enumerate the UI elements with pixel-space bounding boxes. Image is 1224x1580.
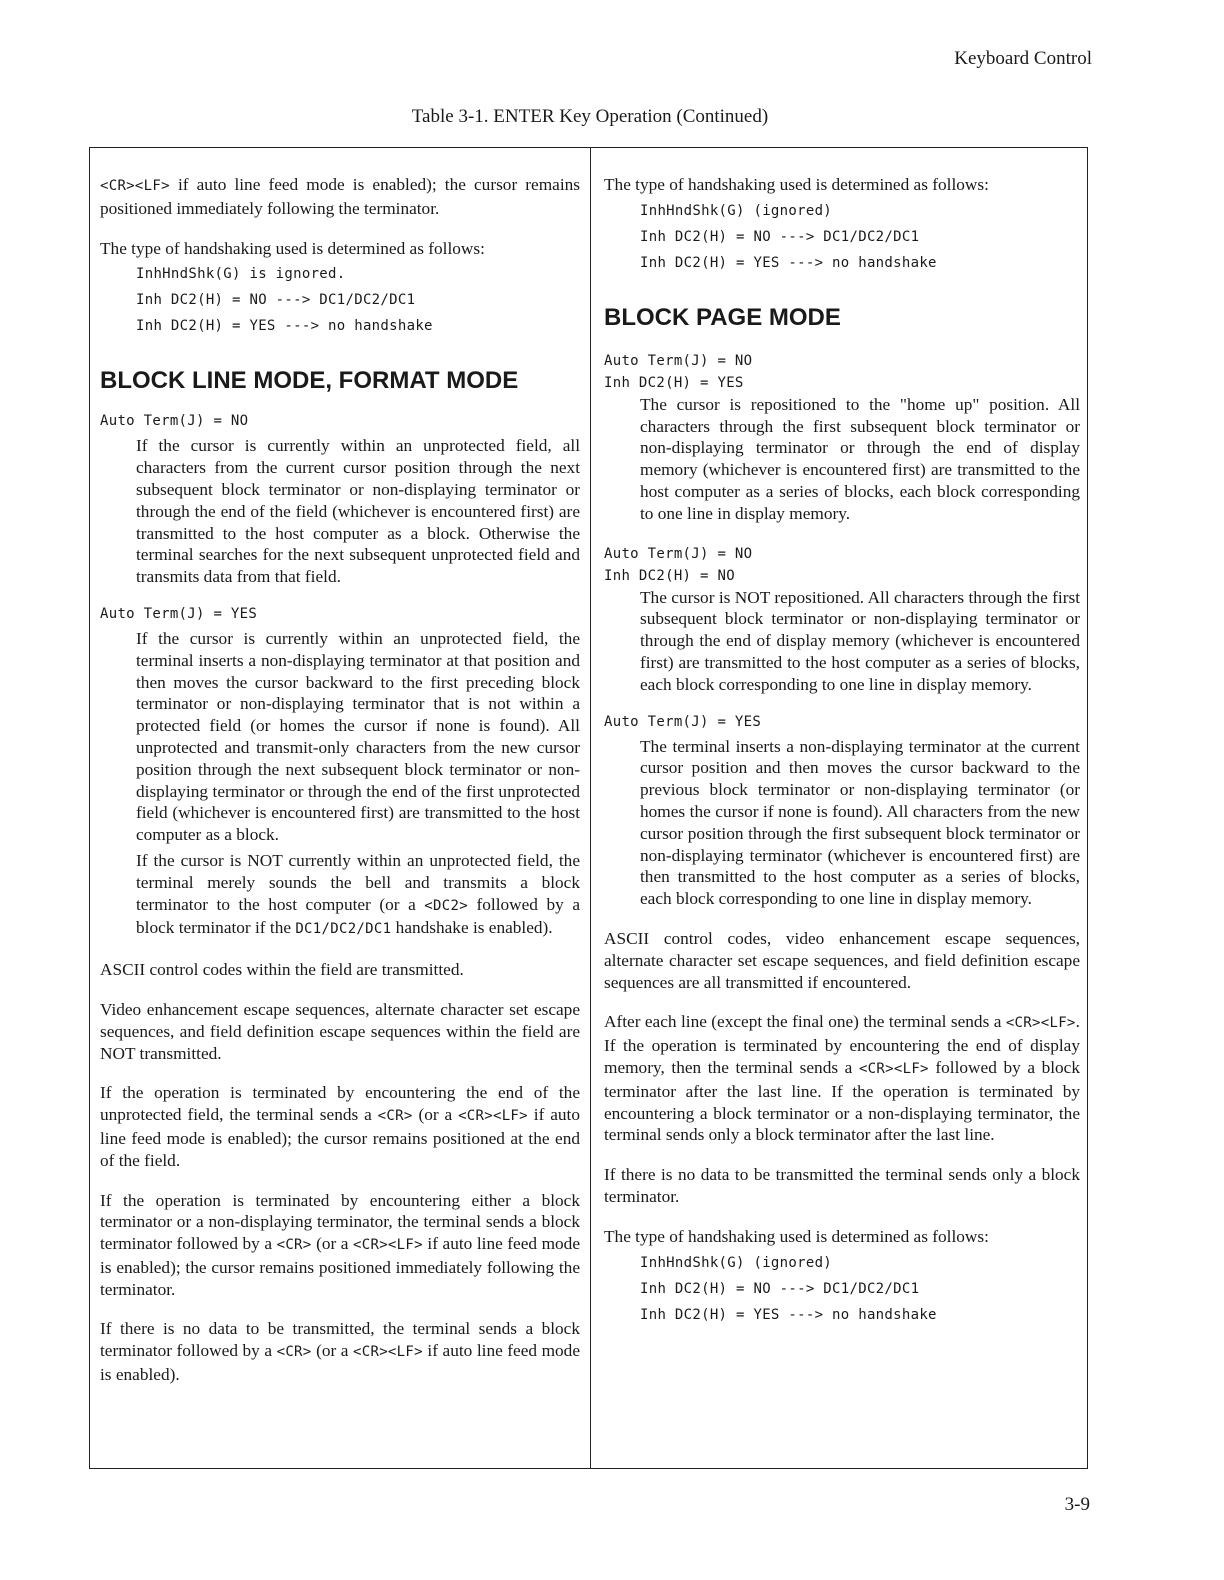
paragraph: Video enhancement escape sequences, alternate character set escape sequences, and field definition escape sequences within the field are NOT transmitted. — [100, 999, 580, 1063]
section-heading: BLOCK LINE MODE, FORMAT MODE — [100, 367, 519, 395]
code-line: Inh DC2(H) = NO ---> DC1/DC2/DC1 — [640, 228, 920, 245]
text-span: After each line (except the final one) the terminal sends a — [604, 1012, 1006, 1032]
code-line: Inh DC2(H) = YES ---> no handshake — [136, 318, 433, 335]
right-column — [604, 174, 1080, 1342]
code-line: InhHndShk(G) (ignored) — [640, 1254, 833, 1271]
text-span: followed by a block terminator after the last line. If the operation is terminated by encountering a block terminator or a non-displaying terminator, the terminal sends only a block terminator after the last line. — [604, 1057, 1080, 1145]
text-span: if auto line feed mode is enabled); the cursor remains positioned immediately following the terminator. — [100, 175, 580, 218]
code-token: <CR><LF> — [458, 1108, 528, 1125]
mode-description: The terminal inserts a non-displaying terminator at the current cursor position and then moves the cursor backward to the previous block terminator or non-displaying terminator (or homes the cursor if none is found). All characters from the new cursor position through the first subsequent block terminator or non-displaying terminator (whichever is encountered first) are then transmitted to the host computer as a series of blocks, each block corresponding to one line in display memory. — [640, 736, 1080, 909]
code-token: <CR><LF> — [353, 1344, 423, 1361]
left-column — [100, 174, 580, 1404]
column-divider — [590, 147, 591, 1469]
mode-label: Auto Term(J) = NO — [100, 413, 249, 430]
mode-label: Auto Term(J) = NO — [604, 545, 753, 562]
handshake-intro: The type of handshaking used is determined as follows: — [604, 175, 989, 194]
text-span: If the operation is terminated by encountering the end of the unprotected field, the terminal sends a — [100, 1083, 580, 1125]
code-token: <CR><LF> — [353, 1237, 423, 1254]
text-span: if auto line feed mode is enabled). — [100, 1341, 580, 1385]
handshake-intro: The type of handshaking used is determined as follows: — [100, 238, 485, 258]
paragraph: If there is no data to be transmitted the terminal sends only a block terminator. — [604, 1165, 1080, 1206]
code-token: <CR><LF> — [1005, 1015, 1076, 1032]
code-token: <CR> — [377, 1108, 413, 1125]
paragraph — [100, 1190, 580, 1301]
table-title: Table 3-1. ENTER Key Operation (Continued) — [411, 106, 769, 127]
handshake-code-block — [604, 1250, 1080, 1328]
mode-description — [136, 850, 580, 941]
mode-label: Auto Term(J) = YES — [604, 713, 762, 730]
section-heading: BLOCK PAGE MODE — [604, 303, 841, 331]
mode-label: Inh DC2(H) = YES — [604, 374, 744, 391]
paragraph: ASCII control codes, video enhancement escape sequences, alternate character set escape sequences, and field definition escape sequences are all transmitted if encountered. — [604, 928, 1080, 992]
running-header: Keyboard Control — [954, 48, 1092, 69]
handshake-code-block — [100, 261, 580, 339]
text-span: if auto line feed mode is enabled); the cursor remains positioned at the end of the field. — [100, 1105, 580, 1170]
code-token: <CR> — [276, 1344, 312, 1361]
intro-paragraph — [100, 174, 580, 220]
mode-label: Inh DC2(H) = NO — [604, 567, 735, 584]
paragraph — [100, 1082, 580, 1171]
code-line: Inh DC2(H) = NO ---> DC1/DC2/DC1 — [136, 292, 416, 309]
mode-description: The cursor is NOT repositioned. All characters through the first subsequent block terminator or non-displaying terminator or through the end of display memory (whichever is encountered first) are transmitted to the host computer as a series of blocks, each block corresponding to one line in display memory. — [640, 587, 1080, 694]
text-span: if auto line feed mode is enabled); the cursor remains positioned immediately following the terminator. — [100, 1234, 580, 1299]
code-line: Inh DC2(H) = NO ---> DC1/DC2/DC1 — [640, 1280, 920, 1297]
handshake-code-block — [604, 198, 1080, 276]
handshake-intro: The type of handshaking used is determined as follows: — [604, 1226, 989, 1246]
paragraph — [604, 1011, 1080, 1146]
text-span: (or a — [412, 1105, 459, 1125]
text-span: followed by a block terminator if the — [136, 894, 580, 938]
page-number: 3-9 — [1064, 1494, 1090, 1515]
mode-description: The cursor is repositioned to the "home up" position. All characters through the first subsequent block terminator or non-displaying terminator or through the end of display memory (whichever is encountered first) are transmitted to the host computer as a series of blocks, each block corresponding to one line in display memory. — [640, 394, 1080, 523]
code-line: InhHndShk(G) is ignored. — [136, 266, 346, 283]
paragraph: ASCII control codes within the field are transmitted. — [100, 960, 464, 980]
text-span: (or a — [311, 1341, 354, 1361]
code-token: <CR><LF> — [100, 178, 170, 194]
text-span: (or a — [311, 1234, 354, 1254]
paragraph — [100, 1318, 580, 1385]
code-token: <CR><LF> — [858, 1060, 929, 1077]
mode-label: Auto Term(J) = NO — [604, 352, 753, 369]
code-token: <CR> — [276, 1237, 312, 1254]
mode-label: Auto Term(J) = YES — [100, 605, 258, 622]
code-line: Inh DC2(H) = YES ---> no handshake — [640, 1306, 937, 1323]
text-span: handshake is enabled). — [391, 918, 553, 938]
text-span: If there is no data to be transmitted, the terminal sends a block terminator followed by a — [100, 1319, 580, 1361]
code-line: Inh DC2(H) = YES ---> no handshake — [640, 254, 937, 271]
text-span: If the operation is terminated by encountering either a block terminator or a non-displaying terminator, the terminal sends a block terminator followed by a — [100, 1190, 580, 1254]
code-line: InhHndShk(G) (ignored) — [640, 202, 833, 219]
mode-description: If the cursor is currently within an unprotected field, the terminal inserts a non-displaying terminator at that position and then moves the cursor backward to the first preceding block terminator or non-displaying terminator that is not within a protected field (or homes the cursor if none is found). All unprotected and transmit-only characters from the new cursor position through the next subsequent block terminator or non-displaying terminator or through the end of the first unprotected field (whichever is encountered first) are transmitted to the host computer as a block. — [136, 628, 580, 845]
text-span: . If the operation is terminated by encountering the end of display memory, then the terminal sends a — [604, 1012, 1080, 1077]
text-span: If the cursor is NOT currently within an unprotected field, the terminal merely sounds the bell and transmits a block terminator to the host computer (or a — [136, 850, 580, 914]
code-token: DC1/DC2/DC1 — [295, 921, 392, 938]
code-token: <DC2> — [424, 897, 468, 914]
mode-description: If the cursor is currently within an unprotected field, all characters from the current cursor position through the next subsequent block terminator or non-displaying terminator or through the end of the field (whichever is encountered first) are transmitted to the host computer as a block. Otherwise the terminal searches for the next subsequent unprotected field and transmits data from that field. — [136, 436, 580, 587]
